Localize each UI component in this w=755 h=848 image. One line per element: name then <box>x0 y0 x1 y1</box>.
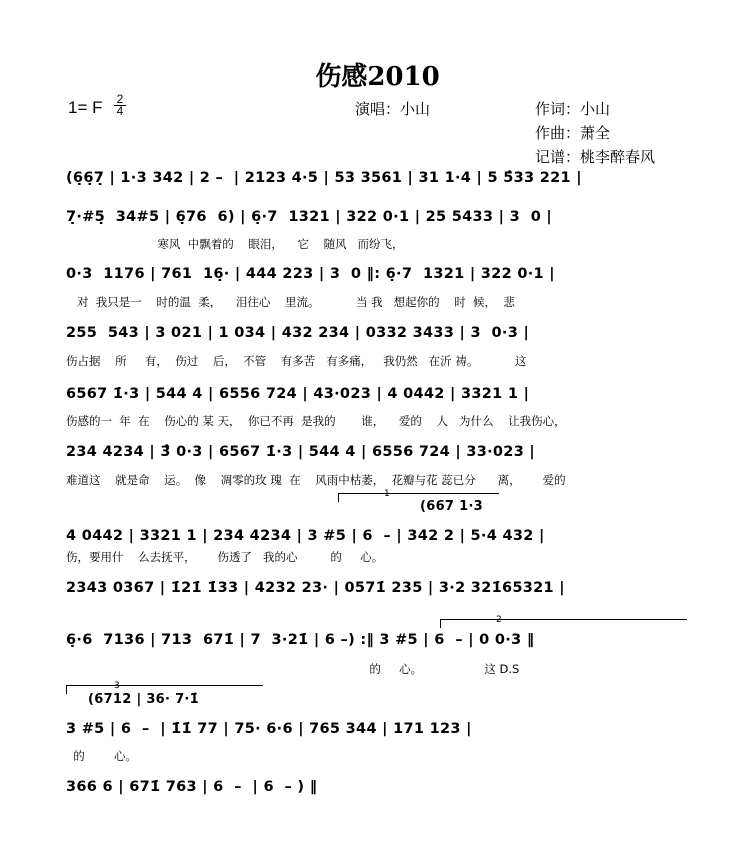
staff-row: 6567 1̇·3 | 544 4 | 6556 724 | 43·023 | 4 0442 | 3321 1 | <box>66 386 530 402</box>
volta-number: 2 <box>496 615 502 625</box>
volta-bracket-2 <box>440 619 687 628</box>
staff-row: 234 4234 | 3̂ 0·3 | 6567 1̇·3 | 544 4 | 6556 724 | 33·023 | <box>66 444 536 460</box>
composer-credit: 作曲：萧全 <box>535 124 611 142</box>
staff-row: 7̣·#5̣ 34#5 | 6̣76 6) | 6̣·7 1321 | 322 0·1 | 25 5433 | 3 0 | <box>66 209 553 225</box>
staff-row: 255 543 | 3 021 | 1 034 | 432 234 | 0332 3433 | 3 0·3 | <box>66 325 530 341</box>
staff-row: (6̣6̣7̣ | 1·3 342 | 2 – | 2123 4·5 | 53 3561 | 31 1·4 | 5 5̂33 221 | <box>66 170 582 186</box>
lyric-row: 伤，要用什 么去抚平， 伤透了 我的心 的 心。 <box>66 550 384 564</box>
lyric-row: 伤感的一 年 在 伤心的 某 天， 你已不再 是我的 谁， 爱的 人 为什么 让我伤心， <box>66 414 566 428</box>
lyric-row: 的 心。 <box>66 749 138 763</box>
lyric-row: 伤占据 所 有， 伤过 后， 不管 有多苦 有多痛， 我仍然 在沂 祷。 这 <box>66 354 527 368</box>
coda-intro: (6712 | 36· 7·1̇ <box>88 692 200 707</box>
lyric-row: 寒风 中飘着的 眼泪， 它 随风 而纷飞， <box>66 237 404 251</box>
lyric-row: 对 我只是一 时的温 柔， 泪往心 里流。 当 我 想起你的 时 候， 悲 <box>66 295 515 309</box>
staff-row: 3 #5 | 6 – | 1̇1̇ 77 | 75· 6·6 | 765 344 | 171 123 | <box>66 721 472 737</box>
lyric-row: 的 心。 这 D.S <box>66 662 520 676</box>
staff-row: 366 6 | 671̇ 763 | 6 – | 6 – ) ‖ <box>66 779 318 795</box>
staff-row: 6̣·6 7136 | 713 671̇ | 7 3·21̇ | 6 –) :‖ 3 #5 | 6 – | 0 0·3 ‖ <box>66 632 535 648</box>
transcriber-credit: 记谱：桃李醉春风 <box>535 148 656 166</box>
singer-credit: 演唱：小山 <box>355 100 431 118</box>
lyricist-credit: 作词：小山 <box>535 100 611 118</box>
volta-number: 3 <box>114 681 120 691</box>
staff-row: 0·3 1176 | 761 16̣· | 444 223 | 3 0 ‖: 6̣·7 1321 | 322 0·1 | <box>66 266 555 282</box>
lyric-row: 难道这 就是命 运。 像 凋零的玫 瑰 在 风雨中枯萎， 花瓣与花 蕊已分 离， 爱的 <box>66 473 566 487</box>
time-signature <box>114 94 126 117</box>
key-signature: 1= F <box>68 98 103 117</box>
time-signature-top: 2 <box>116 92 124 106</box>
staff-row: 4 0442 | 3321 1 | 234 4234 | 3 #5 | 6 – | 342 2 | 5·4 432 | <box>66 528 545 544</box>
alt-intro: (667 1·3 <box>420 499 484 514</box>
time-signature-bottom: 4 <box>114 105 126 117</box>
staff-row: 2343 0367 | 1̇21̇ 1̇33 | 4232 23· | 0571̇ 235 | 3·2 321̇65321 | <box>66 580 565 596</box>
volta-number: 1 <box>384 489 390 499</box>
song-title: 伤感2010 <box>315 62 440 92</box>
